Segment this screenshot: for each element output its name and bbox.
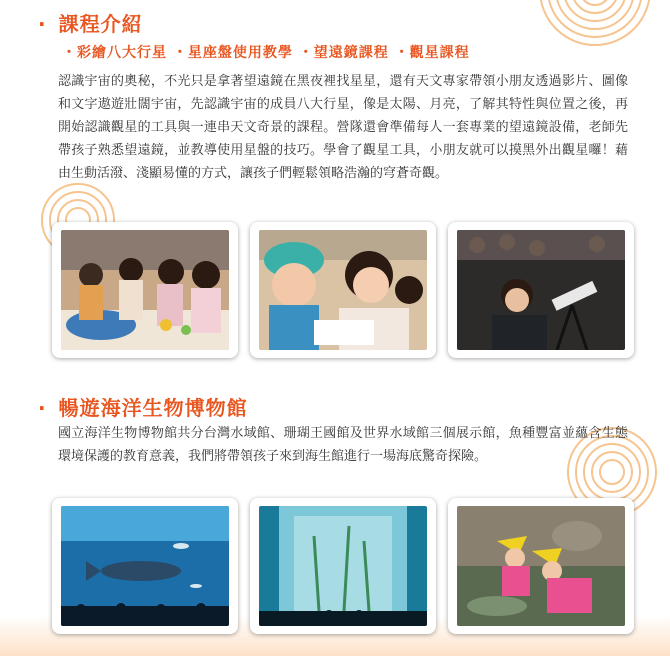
section-title-text: 暢遊海洋生物博物館 — [58, 396, 248, 420]
photo-aquarium-kelp-tank — [250, 498, 436, 634]
heading-bullet: · — [38, 12, 47, 36]
swirl-decoration-top-right — [530, 0, 660, 50]
photo-kids-painting-planets — [52, 222, 238, 358]
photo-kids-tidepool — [448, 498, 634, 634]
museum-paragraph: 國立海洋生物博物館共分台灣水域館、珊瑚王國館及世界水域館三個展示館，魚種豐富並蘊含生態環境保護的教育意義，我們將帶領孩子來到海生館進行一場海底驚奇探險。 — [58, 426, 628, 464]
photo-aquarium-whale-shark — [52, 498, 238, 634]
photo-kids-star-chart — [250, 222, 436, 358]
course-topics-subheading: ・彩繪八大行星 ・星座盤使用教學 ・望遠鏡課程 ・觀星課程 — [62, 45, 470, 61]
heading-bullet: · — [38, 396, 47, 420]
section-title-text: 課程介紹 — [58, 12, 143, 36]
section-course-intro-heading — [38, 8, 143, 37]
photo-boy-with-telescope — [448, 222, 634, 358]
section-museum-heading — [38, 392, 248, 421]
course-intro-paragraph: 認識宇宙的奧秘，不光只是拿著望遠鏡在黑夜裡找星星，還有天文專家帶領小朋友透過影片、圖像和文字遨遊壯闊宇宙，先認識宇宙的成員八大行星，像是太陽、月亮，了解其特性與位置之後，再開始認識觀星的工具與一連串天文奇景的課程。營隊還會準備每人一套專業的望遠鏡設備，老師先帶孩子熟悉望遠鏡，並教導使用星盤的技巧。學會了觀星工具，小朋友就可以摸黑外出觀星囉！藉由生動活潑、淺顯易懂的方式，讓孩子們輕鬆領略浩瀚的穹蒼奇觀。 — [58, 74, 628, 181]
